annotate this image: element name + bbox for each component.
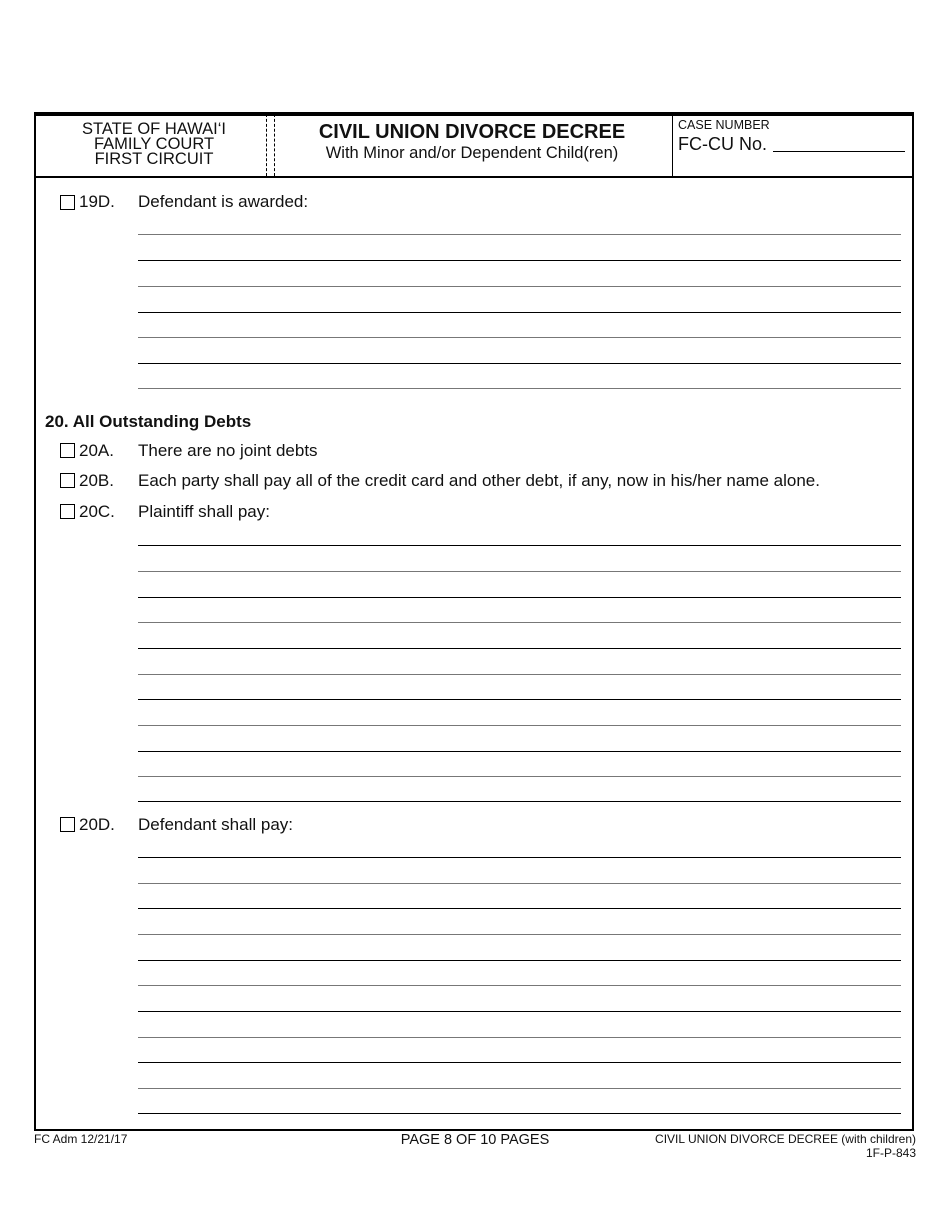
item-code-20d: 20D. [79,815,115,834]
item-text-20d: Defendant shall pay: [138,815,293,834]
write-line[interactable] [138,934,901,935]
checkbox-20c[interactable] [60,504,75,519]
write-line[interactable] [138,985,901,986]
write-line[interactable] [138,363,901,364]
checkbox-20d[interactable] [60,817,75,832]
write-line[interactable] [138,597,901,598]
write-line[interactable] [138,883,901,884]
write-line[interactable] [138,801,901,802]
write-line[interactable] [138,545,901,546]
item-text-19d: Defendant is awarded: [138,192,309,211]
checkbox-20a[interactable] [60,443,75,458]
item-code-19d: 19D. [79,192,115,211]
item-code-20a: 20A. [79,441,114,460]
write-line[interactable] [138,857,901,858]
case-number-label: CASE NUMBER [678,118,770,132]
write-line[interactable] [138,725,901,726]
section-20-title: 20. All Outstanding Debts [45,412,252,431]
form-id: FC Adm 12/21/17 [34,1132,128,1146]
header-divider [266,114,267,176]
page-number: PAGE 8 OF 10 PAGES [400,1132,550,1148]
write-line[interactable] [138,1062,901,1063]
item-code-20b: 20B. [79,471,114,490]
write-line[interactable] [138,234,901,235]
checkbox-19d[interactable] [60,195,75,210]
case-number-block [678,114,912,176]
item-text-20a: There are no joint debts [138,441,318,460]
write-line[interactable] [138,1088,901,1089]
write-line[interactable] [138,960,901,961]
write-line[interactable] [138,286,901,287]
write-line[interactable] [138,699,901,700]
write-line[interactable] [138,388,901,389]
write-line[interactable] [138,674,901,675]
form-title-block [276,114,668,176]
item-text-20c: Plaintiff shall pay: [138,502,270,521]
court-state: STATE OF HAWAI‘I [82,120,226,138]
court-circuit: FIRST CIRCUIT [94,150,214,168]
header-divider [672,114,673,176]
form-title: CIVIL UNION DIVORCE DECREE [318,121,626,143]
write-line[interactable] [138,751,901,752]
write-line[interactable] [138,571,901,572]
form-header [36,114,912,178]
checkbox-20b[interactable] [60,473,75,488]
write-line[interactable] [138,1011,901,1012]
item-text-20b: Each party shall pay all of the credit card and other debt, if any, now in his/her name alone. [138,471,820,490]
write-line[interactable] [138,776,901,777]
header-divider [274,114,275,176]
write-line[interactable] [138,312,901,313]
write-line[interactable] [138,260,901,261]
case-number-field[interactable] [773,151,905,152]
write-line[interactable] [138,337,901,338]
court-info [36,114,272,176]
case-number-prefix: FC-CU No. [678,134,767,154]
write-line[interactable] [138,908,901,909]
write-line[interactable] [138,622,901,623]
write-line[interactable] [138,1113,901,1114]
item-code-20c: 20C. [79,502,115,521]
footer-doc-code: 1F-P-843 [865,1146,916,1160]
footer-doc-title: CIVIL UNION DIVORCE DECREE (with children) [655,1132,916,1146]
write-line[interactable] [138,648,901,649]
write-line[interactable] [138,1037,901,1038]
court-name: FAMILY COURT [93,135,215,153]
form-subtitle: With Minor and/or Dependent Child(ren) [325,144,619,162]
